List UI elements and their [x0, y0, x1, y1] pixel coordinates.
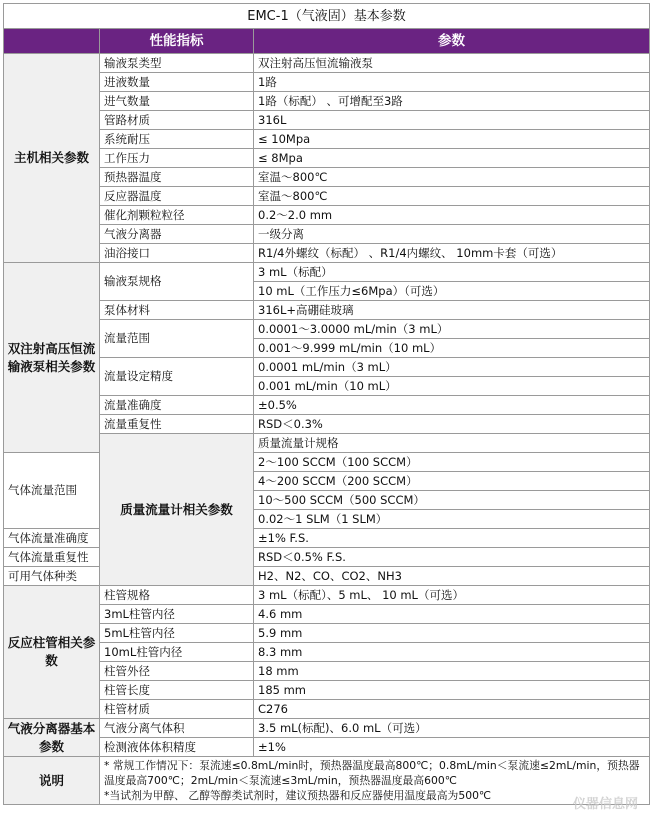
table-row [4, 73, 650, 92]
table-row [4, 700, 650, 719]
notes-cell [100, 757, 650, 805]
param-name: 气体流量准确度 [4, 529, 100, 548]
param-value: 3 mL（标配）、5 mL、 10 mL（可选） [254, 586, 650, 605]
table-row [4, 605, 650, 624]
header-value: 参数 [254, 29, 650, 54]
param-value: ≤ 10Mpa [254, 130, 650, 149]
notes-row [4, 757, 650, 805]
table-row [4, 434, 650, 453]
param-value: 0.02～1 SLM（1 SLM） [254, 510, 650, 529]
param-name: 泵体材料 [100, 301, 254, 320]
table-row [4, 111, 650, 130]
table-row [4, 396, 650, 415]
param-value: 3.5 mL(标配)、6.0 mL（可选） [254, 719, 650, 738]
table-row [4, 206, 650, 225]
param-value: 双注射高压恒流输液泵 [254, 54, 650, 73]
section-label-notes: 说明 [4, 757, 100, 805]
table-row [4, 187, 650, 206]
table-row [4, 662, 650, 681]
param-value: 185 mm [254, 681, 650, 700]
param-value: 0.0001 mL/min（3 mL） [254, 358, 650, 377]
param-name: 柱管材质 [100, 700, 254, 719]
param-name: 流量设定精度 [100, 358, 254, 396]
param-name: 流量重复性 [100, 415, 254, 434]
param-value: 316L [254, 111, 650, 130]
table-row [4, 738, 650, 757]
param-name: 5mL柱管内径 [100, 624, 254, 643]
table-row [4, 586, 650, 605]
table-row [4, 301, 650, 320]
param-value: ±0.5% [254, 396, 650, 415]
param-name: 催化剂颗粒粒径 [100, 206, 254, 225]
param-value: 1路（标配） 、可增配至3路 [254, 92, 650, 111]
table-row [4, 225, 650, 244]
param-name: 气液分离气体积 [100, 719, 254, 738]
param-value: 3 mL（标配） [254, 263, 650, 282]
param-value: 10～500 SCCM（500 SCCM） [254, 491, 650, 510]
param-value: 室温～800℃ [254, 187, 650, 206]
param-value: 0.001～9.999 mL/min（10 mL） [254, 339, 650, 358]
header-blank-cell [4, 29, 100, 54]
section-label-column: 反应柱管相关参数 [4, 586, 100, 719]
param-name: 工作压力 [100, 149, 254, 168]
param-name: 流量范围 [100, 320, 254, 358]
param-value: C276 [254, 700, 650, 719]
param-name: 10mL柱管内径 [100, 643, 254, 662]
param-name: 气体流量重复性 [4, 548, 100, 567]
param-name: 进液数量 [100, 73, 254, 92]
param-name: 管路材质 [100, 111, 254, 130]
parameter-table [3, 3, 650, 805]
param-name: 气液分离器 [100, 225, 254, 244]
table-row [4, 168, 650, 187]
param-value: 0.0001～3.0000 mL/min（3 mL） [254, 320, 650, 339]
table-row [4, 320, 650, 339]
table-title-row [4, 4, 650, 29]
param-name: 气体流量范围 [4, 453, 100, 529]
param-value: 0.2～2.0 mm [254, 206, 650, 225]
param-value: H2、N2、CO、CO2、NH3 [254, 567, 650, 586]
param-value: ±1% [254, 738, 650, 757]
param-value: R1/4外螺纹（标配） 、R1/4内螺纹、 10mm卡套（可选） [254, 244, 650, 263]
section-label-mfc: 质量流量计相关参数 [100, 434, 254, 586]
param-name: 进气数量 [100, 92, 254, 111]
table-row [4, 54, 650, 73]
table-row [4, 149, 650, 168]
param-name: 反应器温度 [100, 187, 254, 206]
param-value: 2～100 SCCM（100 SCCM） [254, 453, 650, 472]
section-label-separator: 气液分离器基本参数 [4, 719, 100, 757]
param-name: 流量准确度 [100, 396, 254, 415]
param-name: 柱管规格 [100, 586, 254, 605]
param-value: 4～200 SCCM（200 SCCM） [254, 472, 650, 491]
table-row [4, 643, 650, 662]
table-header-row [4, 29, 650, 54]
param-name: 柱管长度 [100, 681, 254, 700]
param-value: 8.3 mm [254, 643, 650, 662]
param-name: 质量流量计规格 [254, 434, 650, 453]
header-name: 性能指标 [100, 29, 254, 54]
param-value: 0.001 mL/min（10 mL） [254, 377, 650, 396]
param-value: RSD＜0.3% [254, 415, 650, 434]
param-name: 预热器温度 [100, 168, 254, 187]
param-name: 柱管外径 [100, 662, 254, 681]
param-value: 4.6 mm [254, 605, 650, 624]
param-value: 10 mL（工作压力≤6Mpa）（可选） [254, 282, 650, 301]
table-row [4, 415, 650, 434]
param-value: ±1% F.S. [254, 529, 650, 548]
table-row [4, 130, 650, 149]
table-row [4, 719, 650, 738]
table-row [4, 681, 650, 700]
param-value: RSD＜0.5% F.S. [254, 548, 650, 567]
param-value: 316L+高硼硅玻璃 [254, 301, 650, 320]
param-value: ≤ 8Mpa [254, 149, 650, 168]
param-value: 18 mm [254, 662, 650, 681]
note-line: * 常规工作情况下：泵流速≤0.8mL/min时，预热器温度最高800℃；0.8mL/min＜泵流速≤2mL/min，预热器温度最高700℃；2mL/min＜泵流速≤3mL/min，预热器温度最高600℃ [104, 759, 640, 787]
table-row [4, 263, 650, 282]
table-title: EMC-1（气液固）基本参数 [4, 4, 650, 29]
note-line: *当试剂为甲醇、 乙醇等醇类试剂时，建议预热器和反应器使用温度最高为500℃ [104, 789, 492, 802]
table-row [4, 244, 650, 263]
param-name: 输液泵规格 [100, 263, 254, 301]
table-row [4, 624, 650, 643]
section-label-main: 主机相关参数 [4, 54, 100, 263]
param-value: 一级分离 [254, 225, 650, 244]
param-name: 检测液体体积精度 [100, 738, 254, 757]
param-name: 3mL柱管内径 [100, 605, 254, 624]
watermark-logo: 仪器信息网 [572, 797, 638, 812]
table-row [4, 358, 650, 377]
param-name: 可用气体种类 [4, 567, 100, 586]
param-name: 油浴接口 [100, 244, 254, 263]
param-value: 5.9 mm [254, 624, 650, 643]
param-value: 室温～800℃ [254, 168, 650, 187]
param-name: 输液泵类型 [100, 54, 254, 73]
section-label-pump: 双注射高压恒流输液泵相关参数 [4, 263, 100, 453]
param-value: 1路 [254, 73, 650, 92]
param-name: 系统耐压 [100, 130, 254, 149]
table-row [4, 92, 650, 111]
